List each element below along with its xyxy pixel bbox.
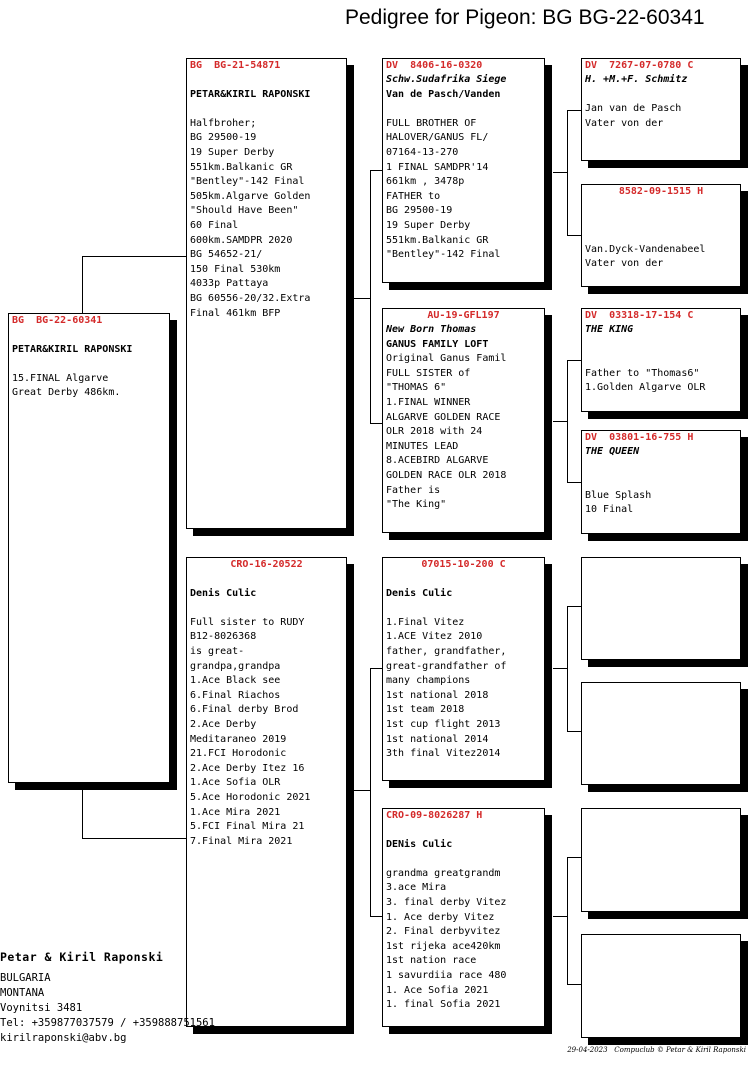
sire-dam-card[interactable] [382,308,545,533]
note-line: 1 savurdiia race 480 [386,969,507,981]
note-line: 15.FINAL Algarve [12,372,109,384]
note-line: 1 FINAL SAMDPR'14 [386,161,489,173]
note-line: 1st team 2018 [386,704,465,716]
connector-line [553,421,567,422]
owner-name: GANUS FAMILY LOFT [386,338,489,350]
note-line: 5.FCI Final Mira 21 [190,821,305,833]
note-line: 1st nation race [386,955,477,967]
note-line: 10 Final [585,504,634,516]
note-line: "Bentley"-142 Final [190,176,305,188]
note-line: 150 Final 530km [190,263,281,275]
note-line: is great- [190,645,245,657]
note-line: "The King" [386,499,447,511]
note-line: 7.Final Mira 2021 [190,835,293,847]
note-line: "Bentley"-142 Final [386,249,501,261]
note-line: 21.FCI Horodonic [190,748,287,760]
connector-line [567,731,581,732]
note-line: "Should Have Been" [190,205,299,217]
note-line: FULL SISTER of [386,367,471,379]
note-line: FATHER to [386,190,441,202]
subject-pigeon-card[interactable] [8,313,170,783]
connector-line [370,916,382,917]
note-line: 1st cup flight 2013 [386,718,501,730]
note-line: Great Derby 486km. [12,387,121,399]
note-line: "THOMAS 6" [386,382,447,394]
ring-number: DV 8406-16-0320 [386,60,483,71]
note-line: grandma greatgrandm [386,867,501,879]
dam-dam-sire-card[interactable] [581,808,741,912]
connector-line [567,984,581,985]
note-line: 5.Ace Horodonic 2021 [190,791,311,803]
owner-name: Denis Culic [386,587,453,599]
note-line: 60 Final [190,219,239,231]
dam-dam-card[interactable] [382,808,545,1027]
note-line: Blue Splash [585,489,652,501]
note-line: 3th final Vitez2014 [386,748,501,760]
note-line: 1. final Sofia 2021 [386,999,501,1011]
note-line: 1.Ace Sofia OLR [190,777,281,789]
connector-line [553,172,567,173]
pigeon-name: Schw.Sudafrika Siege [386,74,507,85]
pigeon-name: THE KING [585,324,634,335]
connector-line [354,298,370,299]
note-line: 1st rijeka ace420km [386,940,501,952]
ring-number: BG BG-22-60341 [12,315,103,326]
ring-number: CRO-09-8026287 H [386,810,483,821]
connector-line [567,482,581,483]
connector-line [82,783,83,838]
connector-line [553,668,567,669]
ring-number: DV 03318-17-154 C [585,310,694,321]
connector-line [370,668,371,916]
connector-line [82,838,186,839]
connector-line [553,916,567,917]
sire-sire-card[interactable] [382,58,545,283]
sire-sire-sire-card[interactable] [581,58,741,161]
connector-line [82,256,83,313]
note-line: 3.ace Mira [386,882,447,894]
note-line: 2.Ace Derby Itez 16 [190,762,305,774]
note-line: 19 Super Derby [386,219,471,231]
connector-line [567,606,568,731]
connector-line [567,857,581,858]
note-line: 8.ACEBIRD ALGARVE [386,455,489,467]
note-line: BG 29500-19 [190,132,257,144]
note-line: Final 461km BFP [190,307,281,319]
note-line: 2. Final derbyvitez [386,926,501,938]
owner-name: PETAR&KIRIL RAPONSKI [12,343,133,355]
note-line: 6.Final derby Brod [190,704,299,716]
note-line: BG 60556-20/32.Extra [190,292,311,304]
address: Voynitsi 3481 [0,1002,83,1014]
connector-line [370,170,371,423]
note-line: 1.Ace Mira 2021 [190,806,281,818]
ring-number: 07015-10-200 C [421,559,506,570]
note-line: GOLDEN RACE OLR 2018 [386,469,507,481]
note-line: HALOVER/GANUS FL/ [386,132,489,144]
pigeon-name: New Born Thomas [386,324,477,335]
note-line: 1.FINAL WINNER [386,396,471,408]
note-line: Full sister to RUDY [190,616,305,628]
note-line: 551km.Balkanic GR [386,234,489,246]
sire-dam-sire-card[interactable] [581,308,741,412]
note-line: great-grandfather of [386,660,507,672]
owner-name: PETAR&KIRIL RAPONSKI [190,88,311,100]
note-line: 07164-13-270 [386,146,459,158]
note-line: many champions [386,675,471,687]
ring-number: DV 03801-16-755 H [585,432,694,443]
region: MONTANA [0,987,45,999]
note-line: Father is [386,484,441,496]
dam-sire-card[interactable] [382,557,545,781]
footer-credit: 29-04-2023 Compuclub © Petar & Kiril Raponski [567,1046,746,1054]
note-line: FULL BROTHER OF [386,117,477,129]
note-line: 1. Ace derby Vitez [386,911,495,923]
note-line: BG 29500-19 [386,205,453,217]
ring-number: CRO-16-20522 [230,559,303,570]
connector-line [370,668,382,669]
note-line: grandpa,grandpa [190,660,281,672]
note-line: B12-8026368 [190,631,257,643]
ring-number: BG BG-21-54871 [190,60,281,71]
breeder-name: Petar & Kiril Raponski [0,950,164,964]
connector-line [567,235,581,236]
dam-sire-dam-card[interactable] [581,682,741,785]
note-line: 4033p Pattaya [190,278,269,290]
note-line: 600km.SAMDPR 2020 [190,234,293,246]
connector-line [370,170,382,171]
note-line: 551km.Balkanic GR [190,161,293,173]
note-line: Van.Dyck-Vandenabeel [585,243,706,255]
sire-card[interactable] [186,58,347,529]
page-title: Pedigree for Pigeon: BG BG-22-60341 [345,6,705,29]
owner-name: H. +M.+F. Schmitz [585,74,688,85]
note-line: 1. Ace Sofia 2021 [386,984,489,996]
note-line: ALGARVE GOLDEN RACE [386,411,501,423]
connector-line [354,790,370,791]
connector-line [567,857,568,984]
connector-line [567,110,581,111]
connector-line [567,360,568,482]
note-line: 661km , 3478p [386,176,465,188]
connector-line [567,606,581,607]
note-line: OLR 2018 with 24 [386,426,483,438]
note-line: Vater von der [585,258,664,270]
note-line: 1st national 2018 [386,689,489,701]
connector-line [567,110,568,235]
note-line: Vater von der [585,117,664,129]
note-line: 6.Final Riachos [190,689,281,701]
sire-dam-dam-card[interactable] [581,430,741,534]
owner-name: Van de Pasch/Vanden [386,88,501,100]
note-line: Jan van de Pasch [585,103,682,115]
note-line: 1.Final Vitez [386,616,465,628]
note-line: 1.Golden Algarve OLR [585,382,706,394]
ring-number: 8582-09-1515 H [618,186,704,197]
connector-line [370,423,382,424]
sire-sire-dam-card[interactable] [581,184,741,287]
owner-contact-block [0,950,215,1046]
note-line: Original Ganus Famil [386,353,507,365]
note-line: 3. final derby Vitez [386,896,507,908]
owner-name: Denis Culic [190,587,257,599]
note-line: 1.ACE Vitez 2010 [386,631,483,643]
connector-line [567,360,581,361]
note-line: MINUTES LEAD [386,440,459,452]
ring-number: DV 7267-07-0780 C [585,60,694,71]
email: kirilraponski@abv.bg [0,1032,127,1044]
note-line: 19 Super Derby [190,146,275,158]
note-line: father, grandfather, [386,645,507,657]
note-line: BG 54652-21/ [190,249,263,261]
note-line: 1st national 2014 [386,733,489,745]
note-line: 2.Ace Derby [190,718,257,730]
pigeon-name: THE QUEEN [585,446,640,457]
note-line: Meditaraneo 2019 [190,733,287,745]
note-line: 1.Ace Black see [190,675,281,687]
note-line: 505km.Algarve Golden [190,190,311,202]
note-line: Halfbroher; [190,117,257,129]
ring-number: AU-19-GFL197 [427,310,500,321]
note-line: Father to "Thomas6" [585,367,700,379]
owner-name: DENis Culic [386,838,453,850]
connector-line [82,256,186,257]
dam-sire-sire-card[interactable] [581,557,741,660]
phone: Tel: +359877037579 / +359888751561 [0,1017,215,1029]
dam-dam-dam-card[interactable] [581,934,741,1038]
country: BULGARIA [0,972,51,984]
